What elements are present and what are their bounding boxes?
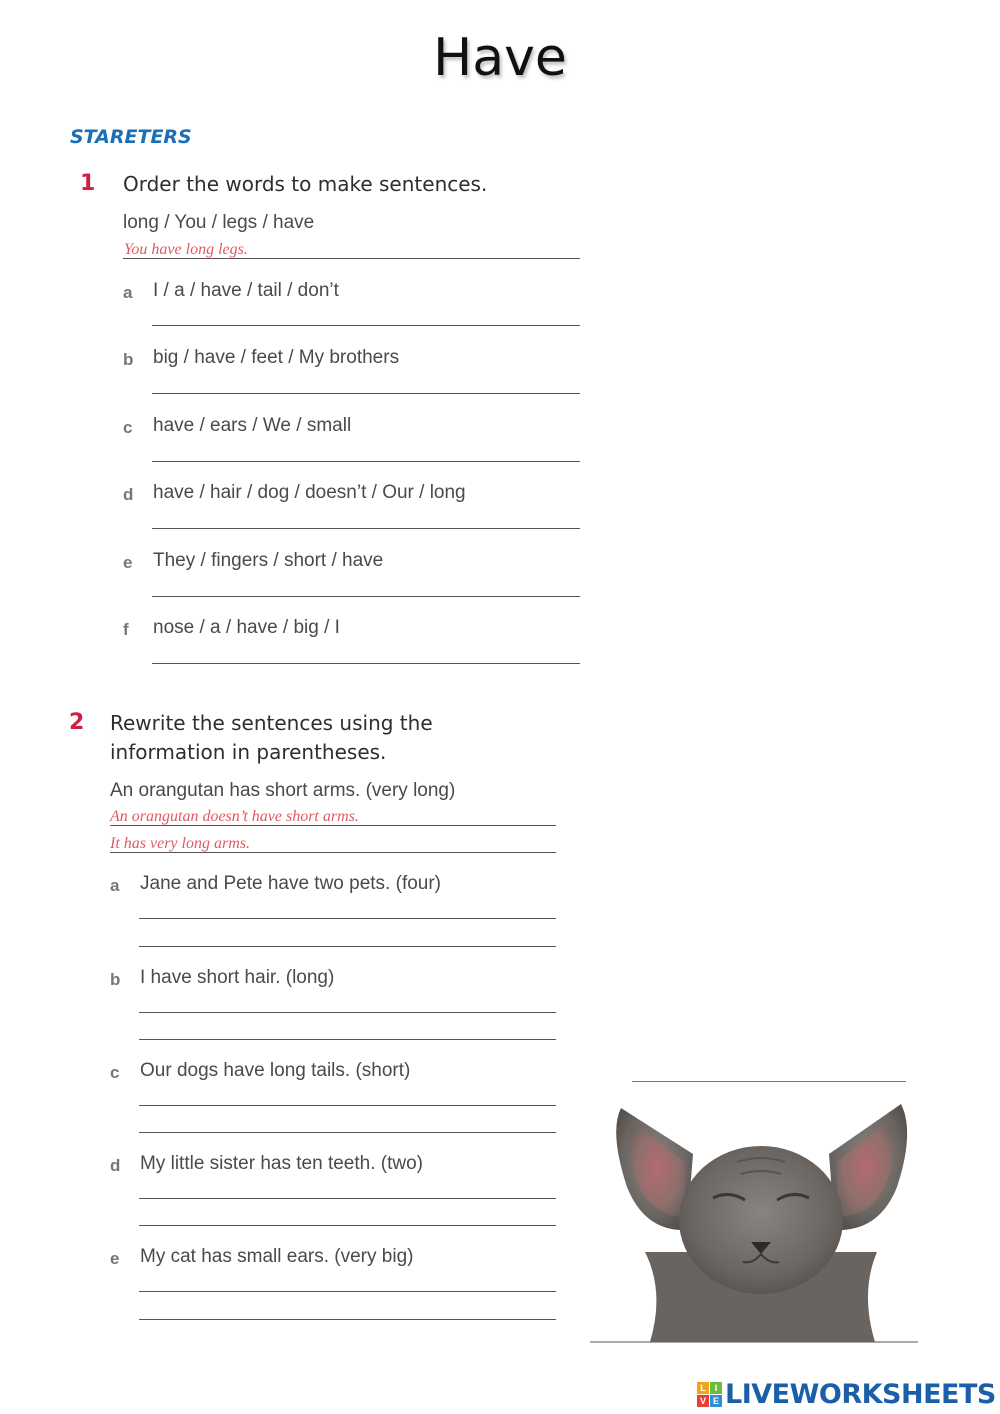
page-title: Have [433,28,567,88]
exercise-2-instruction-line-2: information in parentheses. [110,740,387,764]
exercise-1-item-prompt: I / a / have / tail / don’t [153,280,339,301]
exercise-2-item-prompt: My cat has small ears. (very big) [140,1246,414,1267]
exercise-1-item-letter: f [123,620,129,639]
exercise-1-answer-line-f[interactable] [152,663,580,664]
exercise-2-example-answer-2: It has very long arms. [110,835,250,852]
exercise-1-item-prompt: big / have / feet / My brothers [153,347,400,368]
section-heading: STARETERS [70,126,192,148]
exercise-2-example-line-1 [110,825,556,826]
exercise-1-item-letter: c [123,418,133,437]
exercise-1-number: 1 [80,171,96,196]
exercise-2-item-letter: d [110,1156,121,1175]
exercise-2-answer-line-d-1[interactable] [139,1198,556,1199]
exercise-2-answer-line-b-2[interactable] [139,1039,556,1040]
logo-letter-i: I [710,1382,722,1394]
exercise-2-answer-line-d-2[interactable] [139,1225,556,1226]
exercise-2-example-answer-1: An orangutan doesn’t have short arms. [110,808,359,825]
exercise-2-item-prompt: Our dogs have long tails. (short) [140,1060,411,1081]
exercise-2-number: 2 [69,710,85,735]
exercise-2-answer-line-a-1[interactable] [139,918,556,919]
exercise-1-item-prompt: have / ears / We / small [153,415,352,436]
exercise-1-example-answer: You have long legs. [124,241,248,258]
exercise-1-item-prompt: nose / a / have / big / I [153,617,340,638]
exercise-1-answer-line-b[interactable] [152,393,580,394]
exercise-2-item-letter: c [110,1063,120,1082]
exercise-1-instruction: Order the words to make sentences. [123,172,488,196]
exercise-2-answer-line-a-2[interactable] [139,946,556,947]
liveworksheets-logo-icon [697,1382,722,1407]
exercise-2-item-letter: a [110,876,120,895]
exercise-1-item-letter: b [123,350,134,369]
exercise-1-answer-line-a[interactable] [152,325,580,326]
exercise-2-answer-line-c-2[interactable] [139,1132,556,1133]
exercise-2-example-prompt: An orangutan has short arms. (very long) [110,780,456,801]
exercise-2-item-prompt: Jane and Pete have two pets. (four) [140,873,442,894]
exercise-1-item-letter: d [123,485,134,504]
exercise-1-item-letter: a [123,283,133,302]
liveworksheets-wordmark: LIVEWORKSHEETS [725,1378,996,1410]
liveworksheets-logo [697,1374,996,1414]
exercise-1-item-prompt: They / fingers / short / have [153,550,384,571]
logo-letter-l: L [697,1382,709,1394]
picture-answer-line[interactable] [632,1081,906,1082]
exercise-2-item-prompt: My little sister has ten teeth. (two) [140,1153,423,1174]
exercise-2-answer-line-c-1[interactable] [139,1105,556,1106]
exercise-1-item-letter: e [123,553,133,572]
exercise-2-item-letter: b [110,970,121,989]
exercise-2-answer-line-e-2[interactable] [139,1319,556,1320]
exercise-2-instruction-line-1: Rewrite the sentences using the [110,711,433,735]
exercise-1-item-prompt: have / hair / dog / doesn’t / Our / long [153,482,466,503]
exercise-2-example-line-2 [110,852,556,853]
exercise-1-answer-line-e[interactable] [152,596,580,597]
exercise-1-answer-line-d[interactable] [152,528,580,529]
exercise-2-item-letter: e [110,1249,120,1268]
exercise-1-example-prompt: long / You / legs / have [123,212,315,233]
exercise-1-example-line [123,258,580,259]
sphynx-cat-photo [605,1092,917,1342]
exercise-1-answer-line-c[interactable] [152,461,580,462]
logo-letter-v: V [697,1395,709,1407]
exercise-2-answer-line-e-1[interactable] [139,1291,556,1292]
logo-letter-e: E [710,1395,722,1407]
exercise-2-item-prompt: I have short hair. (long) [140,967,335,988]
exercise-2-answer-line-b-1[interactable] [139,1012,556,1013]
